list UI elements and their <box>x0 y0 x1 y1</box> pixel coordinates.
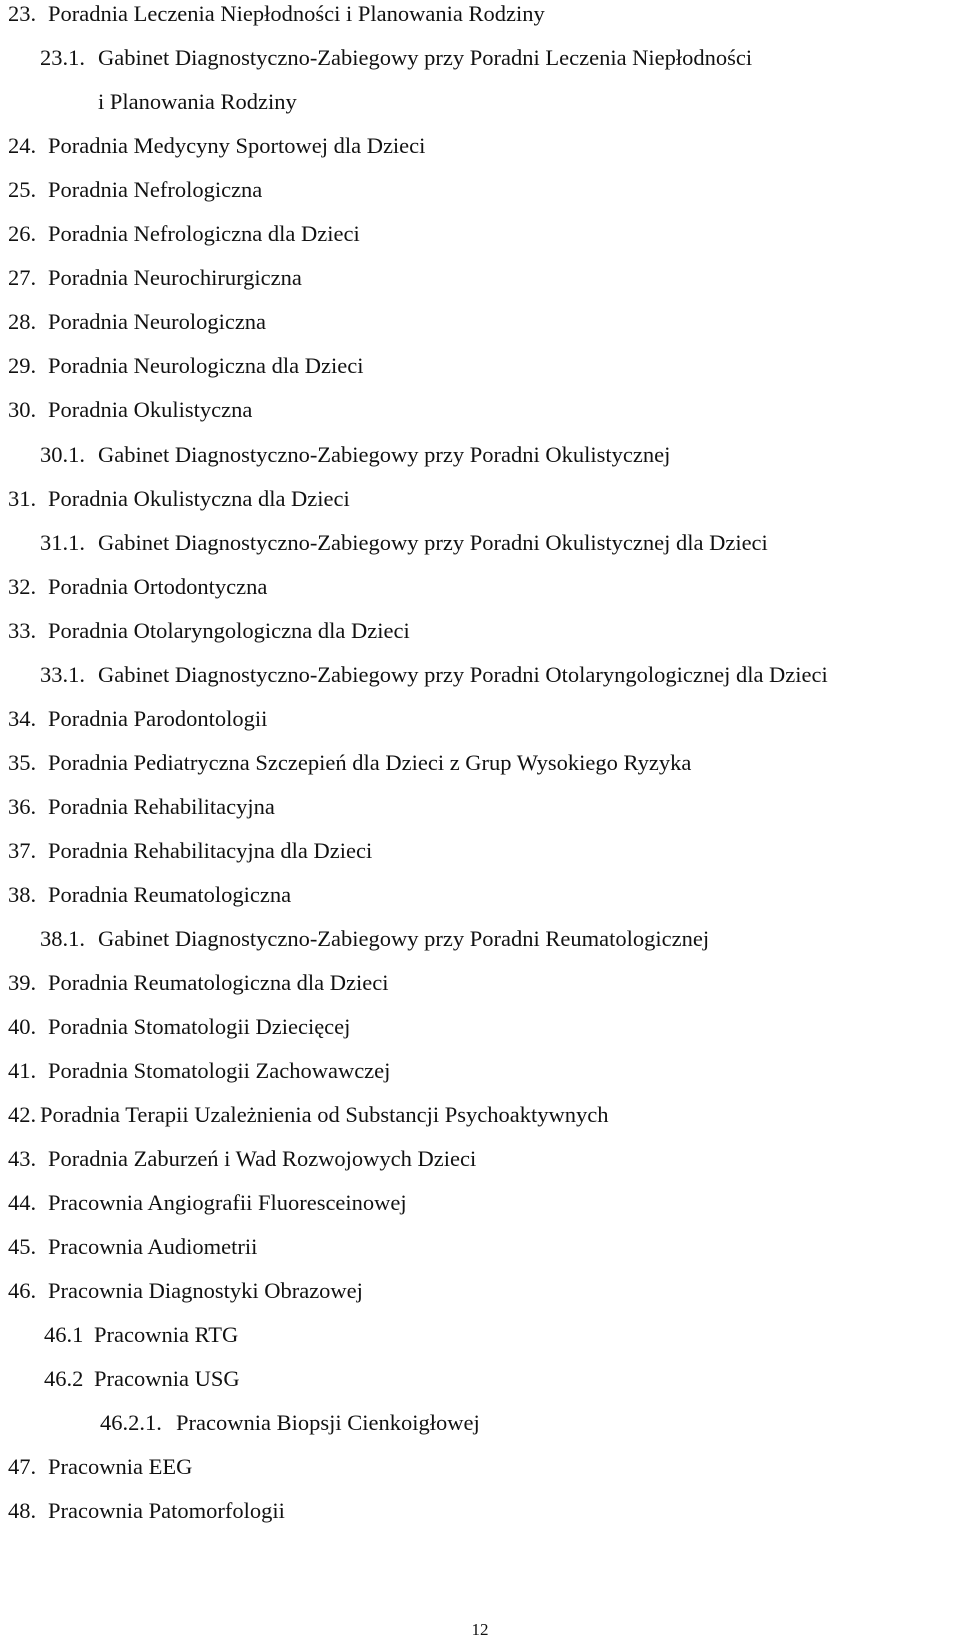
item-number: 46.2.1. <box>100 1410 162 1435</box>
list-item <box>8 1189 407 1217</box>
item-number: 42. <box>8 1102 37 1127</box>
item-number: 25. <box>8 177 37 202</box>
list-item <box>100 1409 480 1437</box>
item-number: 46.2 <box>44 1366 84 1391</box>
item-text: Poradnia Reumatologiczna <box>48 882 292 907</box>
item-text: Poradnia Neurologiczna dla Dzieci <box>48 353 364 378</box>
list-item <box>8 969 389 997</box>
item-number: 30.1. <box>40 442 85 467</box>
item-text: Poradnia Nefrologiczna <box>48 177 263 202</box>
list-item <box>98 88 297 116</box>
item-text: Pracownia EEG <box>48 1454 193 1479</box>
item-number: 24. <box>8 133 37 158</box>
list-item <box>8 1101 609 1129</box>
item-text: Poradnia Otolaryngologiczna dla Dzieci <box>48 618 410 643</box>
list-item <box>8 352 364 380</box>
list-item <box>8 485 350 513</box>
item-text: Gabinet Diagnostyczno-Zabiegowy przy Poradni Reumatologicznej <box>98 926 710 951</box>
list-item <box>8 793 275 821</box>
list-item <box>8 176 262 204</box>
item-text: Pracownia RTG <box>94 1322 239 1347</box>
item-number: 23. <box>8 1 37 26</box>
item-number: 23.1. <box>40 45 85 70</box>
list-item <box>8 1145 476 1173</box>
item-text: Gabinet Diagnostyczno-Zabiegowy przy Poradni Otolaryngologicznej dla Dzieci <box>98 662 828 687</box>
list-item <box>8 705 267 733</box>
item-number: 44. <box>8 1190 37 1215</box>
list-item <box>8 617 410 645</box>
list-item <box>8 220 360 248</box>
item-text: Poradnia Reumatologiczna dla Dzieci <box>48 970 389 995</box>
item-text: Poradnia Neurologiczna <box>48 309 267 334</box>
list-item <box>8 1233 257 1261</box>
item-text: Poradnia Zaburzeń i Wad Rozwojowych Dzieci <box>48 1146 477 1171</box>
list-item <box>8 1057 390 1085</box>
item-text: Poradnia Stomatologii Zachowawczej <box>48 1058 391 1083</box>
list-item <box>8 0 545 28</box>
item-text: Pracownia Patomorfologii <box>48 1498 285 1523</box>
list-item <box>44 1365 240 1393</box>
item-number: 29. <box>8 353 37 378</box>
item-text: Pracownia USG <box>94 1366 240 1391</box>
list-item <box>40 661 828 689</box>
item-text: Pracownia Diagnostyki Obrazowej <box>48 1278 363 1303</box>
item-number: 28. <box>8 309 37 334</box>
item-number: 45. <box>8 1234 37 1259</box>
item-text: Poradnia Stomatologii Dziecięcej <box>48 1014 351 1039</box>
item-number: 46. <box>8 1278 37 1303</box>
item-number: 31. <box>8 486 37 511</box>
item-number: 46.1 <box>44 1322 84 1347</box>
item-number: 47. <box>8 1454 37 1479</box>
item-number: 34. <box>8 706 37 731</box>
item-number: 38. <box>8 882 37 907</box>
list-item <box>44 1321 238 1349</box>
list-item <box>8 1497 285 1525</box>
item-number: 35. <box>8 750 37 775</box>
item-number: 43. <box>8 1146 37 1171</box>
item-text: Pracownia Biopsji Cienkoigłowej <box>176 1410 480 1435</box>
list-item <box>8 1013 350 1041</box>
item-number: 33. <box>8 618 37 643</box>
item-text: Poradnia Nefrologiczna dla Dzieci <box>48 221 360 246</box>
item-number: 33.1. <box>40 662 85 687</box>
list-item <box>40 441 670 469</box>
item-number: 38.1. <box>40 926 85 951</box>
item-number: 48. <box>8 1498 37 1523</box>
item-number: 36. <box>8 794 37 819</box>
item-text: Poradnia Parodontologii <box>48 706 268 731</box>
list-item <box>8 396 252 424</box>
item-number: 30. <box>8 397 37 422</box>
page-number: 12 <box>471 1620 489 1639</box>
item-number: 32. <box>8 574 37 599</box>
list-item <box>8 264 302 292</box>
item-text: i Planowania Rodziny <box>98 89 297 114</box>
item-text: Poradnia Leczenia Niepłodności i Planowania Rodziny <box>48 1 545 26</box>
item-text: Gabinet Diagnostyczno-Zabiegowy przy Poradni Okulistycznej <box>98 442 671 467</box>
list-item <box>40 925 709 953</box>
list-item <box>8 1453 192 1481</box>
item-text: Poradnia Terapii Uzależnienia od Substancji Psychoaktywnych <box>40 1102 609 1127</box>
item-text: Poradnia Ortodontyczna <box>48 574 268 599</box>
item-text: Poradnia Pediatryczna Szczepień dla Dzieci z Grup Wysokiego Ryzyka <box>48 750 692 775</box>
item-text: Poradnia Okulistyczna dla Dzieci <box>48 486 350 511</box>
list-item <box>8 837 372 865</box>
list-item <box>40 44 752 72</box>
item-number: 40. <box>8 1014 37 1039</box>
list-item <box>8 881 291 909</box>
item-number: 26. <box>8 221 37 246</box>
item-number: 39. <box>8 970 37 995</box>
item-text: Poradnia Rehabilitacyjna dla Dzieci <box>48 838 373 863</box>
item-text: Poradnia Okulistyczna <box>48 397 253 422</box>
item-number: 31.1. <box>40 530 85 555</box>
list-item <box>8 573 267 601</box>
list-item <box>8 308 266 336</box>
item-text: Gabinet Diagnostyczno-Zabiegowy przy Poradni Okulistycznej dla Dzieci <box>98 530 768 555</box>
item-number: 27. <box>8 265 37 290</box>
item-text: Pracownia Audiometrii <box>48 1234 258 1259</box>
item-text: Poradnia Neurochirurgiczna <box>48 265 302 290</box>
list-item <box>8 132 425 160</box>
list-item <box>8 1277 363 1305</box>
list-item <box>40 529 768 557</box>
item-number: 37. <box>8 838 37 863</box>
item-text: Poradnia Medycyny Sportowej dla Dzieci <box>48 133 426 158</box>
item-number: 41. <box>8 1058 37 1083</box>
item-text: Gabinet Diagnostyczno-Zabiegowy przy Poradni Leczenia Niepłodności <box>98 45 753 70</box>
item-text: Poradnia Rehabilitacyjna <box>48 794 275 819</box>
list-item <box>8 749 691 777</box>
item-text: Pracownia Angiografii Fluoresceinowej <box>48 1190 407 1215</box>
